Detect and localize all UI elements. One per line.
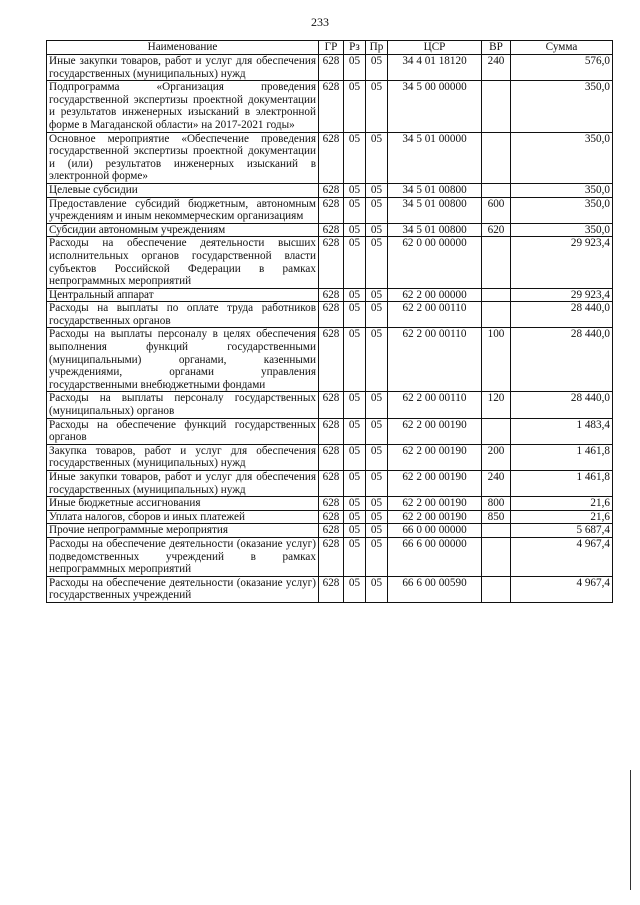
cell-pr: 05 <box>366 132 388 183</box>
cell-sum: 1 461,8 <box>511 444 613 470</box>
page-number: 233 <box>311 15 329 29</box>
cell-sum: 350,0 <box>511 223 613 237</box>
header-csr: ЦСР <box>388 41 482 55</box>
cell-name: Уплата налогов, сборов и иных платежей <box>47 510 319 524</box>
cell-sum: 4 967,4 <box>511 537 613 576</box>
cell-gr: 628 <box>319 55 344 81</box>
header-pr: Пр <box>366 41 388 55</box>
cell-pr: 05 <box>366 328 388 392</box>
cell-name: Центральный аппарат <box>47 288 319 302</box>
cell-sum: 28 440,0 <box>511 328 613 392</box>
cell-csr: 66 6 00 00590 <box>388 576 482 602</box>
cell-rz: 05 <box>344 288 366 302</box>
cell-gr: 628 <box>319 328 344 392</box>
cell-rz: 05 <box>344 223 366 237</box>
cell-rz: 05 <box>344 392 366 418</box>
cell-pr: 05 <box>366 223 388 237</box>
cell-csr: 34 5 01 00000 <box>388 132 482 183</box>
cell-pr: 05 <box>366 237 388 288</box>
table-row <box>47 537 613 576</box>
cell-gr: 628 <box>319 524 344 538</box>
cell-csr: 34 5 00 00000 <box>388 81 482 132</box>
table-row <box>47 197 613 223</box>
cell-sum: 21,6 <box>511 510 613 524</box>
cell-csr: 34 5 01 00800 <box>388 183 482 197</box>
cell-vr: 100 <box>482 328 511 392</box>
cell-pr: 05 <box>366 444 388 470</box>
cell-name: Иные закупки товаров, работ и услуг для обеспечения государственных (муниципальных) нужд <box>47 55 319 81</box>
scan-edge-line <box>630 770 631 890</box>
table-row <box>47 288 613 302</box>
cell-name: Расходы на обеспечение деятельности (оказание услуг) подведомственных учреждений в рамках непрограммных мероприятий <box>47 537 319 576</box>
cell-gr: 628 <box>319 237 344 288</box>
cell-rz: 05 <box>344 444 366 470</box>
cell-name: Прочие непрограммные мероприятия <box>47 524 319 538</box>
cell-rz: 05 <box>344 55 366 81</box>
table-row <box>47 55 613 81</box>
cell-sum: 350,0 <box>511 183 613 197</box>
cell-vr: 800 <box>482 497 511 511</box>
cell-gr: 628 <box>319 444 344 470</box>
cell-name: Основное мероприятие «Обеспечение проведения государственной экспертизы проектной документации и (или) результатов инженерных изысканий в электронной форме» <box>47 132 319 183</box>
cell-name: Расходы на выплаты персоналу государственных (муниципальных) органов <box>47 392 319 418</box>
table-row <box>47 302 613 328</box>
cell-name: Субсидии автономным учреждениям <box>47 223 319 237</box>
cell-name: Закупка товаров, работ и услуг для обеспечения государственных (муниципальных) нужд <box>47 444 319 470</box>
cell-name: Предоставление субсидий бюджетным, автономным учреждениям и иным некоммерческим организациям <box>47 197 319 223</box>
cell-sum: 5 687,4 <box>511 524 613 538</box>
cell-csr: 62 2 00 00190 <box>388 510 482 524</box>
cell-pr: 05 <box>366 302 388 328</box>
cell-pr: 05 <box>366 418 388 444</box>
cell-name: Расходы на выплаты персоналу в целях обеспечения выполнения функций государственными (муниципальными) органами, казенными учреждениями, органами управления государственными внебюджетными фондами <box>47 328 319 392</box>
cell-gr: 628 <box>319 81 344 132</box>
header-sum: Сумма <box>511 41 613 55</box>
cell-pr: 05 <box>366 81 388 132</box>
table-row <box>47 471 613 497</box>
cell-gr: 628 <box>319 510 344 524</box>
cell-gr: 628 <box>319 132 344 183</box>
table-row <box>47 223 613 237</box>
cell-gr: 628 <box>319 537 344 576</box>
cell-vr: 200 <box>482 444 511 470</box>
table-row <box>47 237 613 288</box>
table-row <box>47 510 613 524</box>
cell-csr: 34 4 01 18120 <box>388 55 482 81</box>
table-row <box>47 576 613 602</box>
cell-vr <box>482 183 511 197</box>
header-gr: ГР <box>319 41 344 55</box>
cell-vr: 240 <box>482 471 511 497</box>
cell-pr: 05 <box>366 55 388 81</box>
budget-table <box>46 40 613 603</box>
cell-gr: 628 <box>319 288 344 302</box>
cell-gr: 628 <box>319 576 344 602</box>
cell-rz: 05 <box>344 418 366 444</box>
cell-rz: 05 <box>344 197 366 223</box>
cell-pr: 05 <box>366 537 388 576</box>
cell-sum: 350,0 <box>511 197 613 223</box>
cell-rz: 05 <box>344 471 366 497</box>
cell-sum: 1 483,4 <box>511 418 613 444</box>
cell-vr <box>482 524 511 538</box>
cell-name: Иные бюджетные ассигнования <box>47 497 319 511</box>
cell-gr: 628 <box>319 418 344 444</box>
cell-sum: 29 923,4 <box>511 237 613 288</box>
cell-gr: 628 <box>319 302 344 328</box>
cell-vr: 620 <box>482 223 511 237</box>
cell-gr: 628 <box>319 497 344 511</box>
cell-name: Иные закупки товаров, работ и услуг для обеспечения государственных (муниципальных) нужд <box>47 471 319 497</box>
cell-rz: 05 <box>344 576 366 602</box>
table-row <box>47 444 613 470</box>
cell-vr: 120 <box>482 392 511 418</box>
cell-name: Расходы на обеспечение функций государственных органов <box>47 418 319 444</box>
cell-name: Подпрограмма «Организация проведения государственной экспертизы проектной документации и результатов инженерных изысканий в электронной форме в Магаданской области» на 2017-2021 годы» <box>47 81 319 132</box>
cell-pr: 05 <box>366 471 388 497</box>
cell-pr: 05 <box>366 183 388 197</box>
cell-csr: 62 2 00 00190 <box>388 497 482 511</box>
cell-csr: 34 5 01 00800 <box>388 197 482 223</box>
cell-vr <box>482 81 511 132</box>
cell-pr: 05 <box>366 197 388 223</box>
cell-sum: 350,0 <box>511 132 613 183</box>
cell-rz: 05 <box>344 497 366 511</box>
table-header-row <box>47 41 613 55</box>
header-rz: Рз <box>344 41 366 55</box>
cell-vr <box>482 418 511 444</box>
cell-pr: 05 <box>366 288 388 302</box>
cell-rz: 05 <box>344 81 366 132</box>
cell-vr: 240 <box>482 55 511 81</box>
cell-rz: 05 <box>344 510 366 524</box>
cell-csr: 66 0 00 00000 <box>388 524 482 538</box>
cell-pr: 05 <box>366 576 388 602</box>
cell-sum: 576,0 <box>511 55 613 81</box>
cell-name: Расходы на обеспечение деятельности (оказание услуг) государственных учреждений <box>47 576 319 602</box>
cell-pr: 05 <box>366 524 388 538</box>
cell-csr: 62 0 00 00000 <box>388 237 482 288</box>
cell-sum: 29 923,4 <box>511 288 613 302</box>
cell-pr: 05 <box>366 497 388 511</box>
cell-vr <box>482 302 511 328</box>
cell-sum: 28 440,0 <box>511 302 613 328</box>
cell-rz: 05 <box>344 328 366 392</box>
cell-rz: 05 <box>344 183 366 197</box>
cell-vr <box>482 288 511 302</box>
cell-rz: 05 <box>344 237 366 288</box>
cell-rz: 05 <box>344 537 366 576</box>
cell-vr <box>482 132 511 183</box>
cell-csr: 62 2 00 00000 <box>388 288 482 302</box>
cell-gr: 628 <box>319 223 344 237</box>
cell-rz: 05 <box>344 524 366 538</box>
cell-gr: 628 <box>319 183 344 197</box>
cell-name: Расходы на обеспечение деятельности высших исполнительных органов государственной власти субъектов Российской Федерации в рамках непрограммных мероприятий <box>47 237 319 288</box>
cell-gr: 628 <box>319 471 344 497</box>
table-row <box>47 497 613 511</box>
cell-pr: 05 <box>366 392 388 418</box>
cell-sum: 21,6 <box>511 497 613 511</box>
cell-sum: 1 461,8 <box>511 471 613 497</box>
cell-sum: 28 440,0 <box>511 392 613 418</box>
cell-csr: 62 2 00 00190 <box>388 418 482 444</box>
header-vr: ВР <box>482 41 511 55</box>
table-row <box>47 81 613 132</box>
cell-sum: 4 967,4 <box>511 576 613 602</box>
cell-csr: 66 6 00 00000 <box>388 537 482 576</box>
table-row <box>47 524 613 538</box>
cell-gr: 628 <box>319 392 344 418</box>
cell-rz: 05 <box>344 302 366 328</box>
header-name: Наименование <box>47 41 319 55</box>
cell-pr: 05 <box>366 510 388 524</box>
table-row <box>47 132 613 183</box>
cell-vr: 600 <box>482 197 511 223</box>
table-row <box>47 183 613 197</box>
table-row <box>47 392 613 418</box>
cell-csr: 62 2 00 00110 <box>388 392 482 418</box>
cell-csr: 62 2 00 00110 <box>388 328 482 392</box>
cell-csr: 62 2 00 00190 <box>388 444 482 470</box>
cell-sum: 350,0 <box>511 81 613 132</box>
cell-gr: 628 <box>319 197 344 223</box>
table-row <box>47 328 613 392</box>
cell-csr: 62 2 00 00190 <box>388 471 482 497</box>
cell-name: Целевые субсидии <box>47 183 319 197</box>
cell-vr <box>482 237 511 288</box>
table-row <box>47 418 613 444</box>
cell-vr <box>482 537 511 576</box>
cell-csr: 62 2 00 00110 <box>388 302 482 328</box>
cell-vr: 850 <box>482 510 511 524</box>
cell-rz: 05 <box>344 132 366 183</box>
cell-csr: 34 5 01 00800 <box>388 223 482 237</box>
cell-name: Расходы на выплаты по оплате труда работников государственных органов <box>47 302 319 328</box>
cell-vr <box>482 576 511 602</box>
